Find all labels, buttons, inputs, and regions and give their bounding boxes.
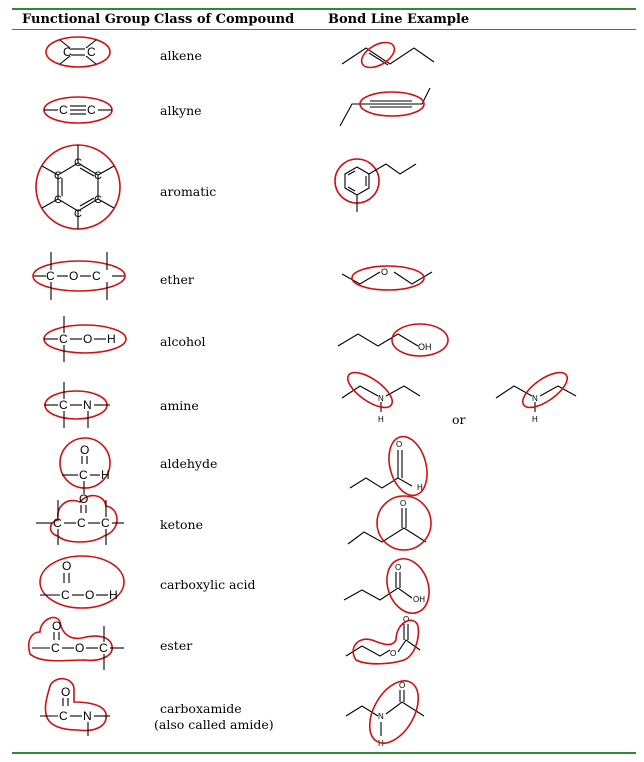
aldehyde-group	[60, 438, 110, 494]
svg-text:H: H	[378, 415, 384, 424]
svg-text:C: C	[59, 103, 68, 117]
svg-text:H: H	[101, 468, 110, 482]
svg-text:C: C	[87, 103, 96, 117]
svg-text:C: C	[74, 208, 82, 220]
svg-text:C: C	[61, 588, 70, 602]
alkene-example	[342, 37, 434, 72]
svg-text:O: O	[85, 588, 95, 602]
class-carboxylic-acid: carboxylic acid	[160, 577, 256, 592]
svg-text:C: C	[74, 157, 82, 169]
class-carboxamide-subtext: (also called amide)	[154, 717, 274, 732]
svg-text:O: O	[75, 641, 85, 655]
ester-example	[346, 615, 420, 664]
svg-text:O: O	[396, 440, 403, 449]
svg-text:H: H	[107, 332, 116, 346]
alcohol-group	[44, 316, 126, 362]
ketone-example	[348, 496, 431, 550]
svg-text:N: N	[83, 398, 92, 412]
svg-text:OH: OH	[418, 342, 432, 352]
class-ketone: ketone	[160, 517, 203, 532]
svg-text:O: O	[52, 619, 62, 633]
class-ester: ester	[160, 638, 193, 653]
alkyne-example	[340, 88, 430, 126]
svg-text:C: C	[101, 516, 110, 530]
ether-example	[342, 266, 432, 290]
svg-text:O: O	[400, 499, 407, 508]
svg-text:C: C	[99, 641, 108, 655]
class-alkene: alkene	[160, 48, 202, 63]
svg-text:C: C	[54, 170, 62, 182]
class-ether: ether	[160, 272, 194, 287]
svg-text:H: H	[378, 739, 384, 748]
svg-text:O: O	[83, 332, 93, 346]
svg-text:C: C	[92, 269, 101, 283]
svg-text:OH: OH	[413, 595, 425, 604]
svg-text:O: O	[381, 267, 389, 277]
svg-text:N: N	[378, 712, 384, 721]
svg-text:C: C	[94, 170, 102, 182]
class-aromatic: aromatic	[160, 184, 217, 199]
ether-group	[33, 252, 125, 300]
svg-text:C: C	[63, 45, 72, 59]
svg-text:C: C	[94, 194, 102, 206]
aromatic-example	[335, 159, 416, 212]
svg-text:C: C	[77, 516, 86, 530]
svg-text:C: C	[53, 516, 62, 530]
class-carboxamide: carboxamide	[160, 701, 242, 716]
svg-text:C: C	[87, 45, 96, 59]
alkyne-group	[44, 97, 112, 123]
amine-example-1	[342, 366, 420, 424]
svg-text:C: C	[46, 269, 55, 283]
amine-example-2	[496, 366, 576, 424]
alcohol-example	[338, 324, 448, 356]
class-aldehyde: aldehyde	[160, 456, 218, 471]
carboxylic-acid-group	[40, 556, 124, 608]
svg-text:O: O	[61, 685, 71, 699]
header-bond-line-example: Bond Line Example	[328, 12, 470, 27]
carboxylic-acid-example	[344, 553, 436, 619]
svg-text:N: N	[83, 709, 92, 723]
svg-text:O: O	[403, 615, 410, 624]
carboxamide-group	[40, 679, 110, 736]
class-alkyne: alkyne	[160, 103, 202, 118]
svg-text:O: O	[62, 559, 72, 573]
aromatic-group	[36, 145, 120, 229]
svg-text:O: O	[390, 649, 397, 658]
svg-text:C: C	[59, 398, 68, 412]
svg-text:H: H	[109, 588, 118, 602]
svg-text:O: O	[80, 443, 90, 457]
svg-text:C: C	[51, 641, 60, 655]
svg-text:O: O	[395, 563, 402, 572]
svg-text:H: H	[532, 415, 538, 424]
amine-group	[44, 382, 110, 428]
alkene-group	[46, 37, 110, 67]
svg-text:C: C	[59, 709, 68, 723]
svg-text:O: O	[399, 681, 406, 690]
or-label: or	[452, 412, 466, 427]
svg-text:O: O	[79, 492, 89, 506]
aldehyde-example	[350, 432, 433, 499]
svg-text:N: N	[532, 394, 538, 403]
header-class-of-compound: Class of Compound	[154, 12, 295, 27]
svg-text:H: H	[417, 483, 423, 492]
class-amine: amine	[160, 398, 199, 413]
svg-text:O: O	[69, 269, 79, 283]
svg-text:C: C	[79, 468, 88, 482]
ester-group	[29, 617, 124, 670]
svg-text:N: N	[378, 394, 384, 403]
ketone-group	[36, 492, 124, 545]
carboxamide-example	[346, 673, 428, 752]
svg-text:C: C	[54, 194, 62, 206]
svg-text:C: C	[59, 332, 68, 346]
class-alcohol: alcohol	[160, 334, 206, 349]
header-functional-group: Functional Group	[22, 12, 150, 27]
